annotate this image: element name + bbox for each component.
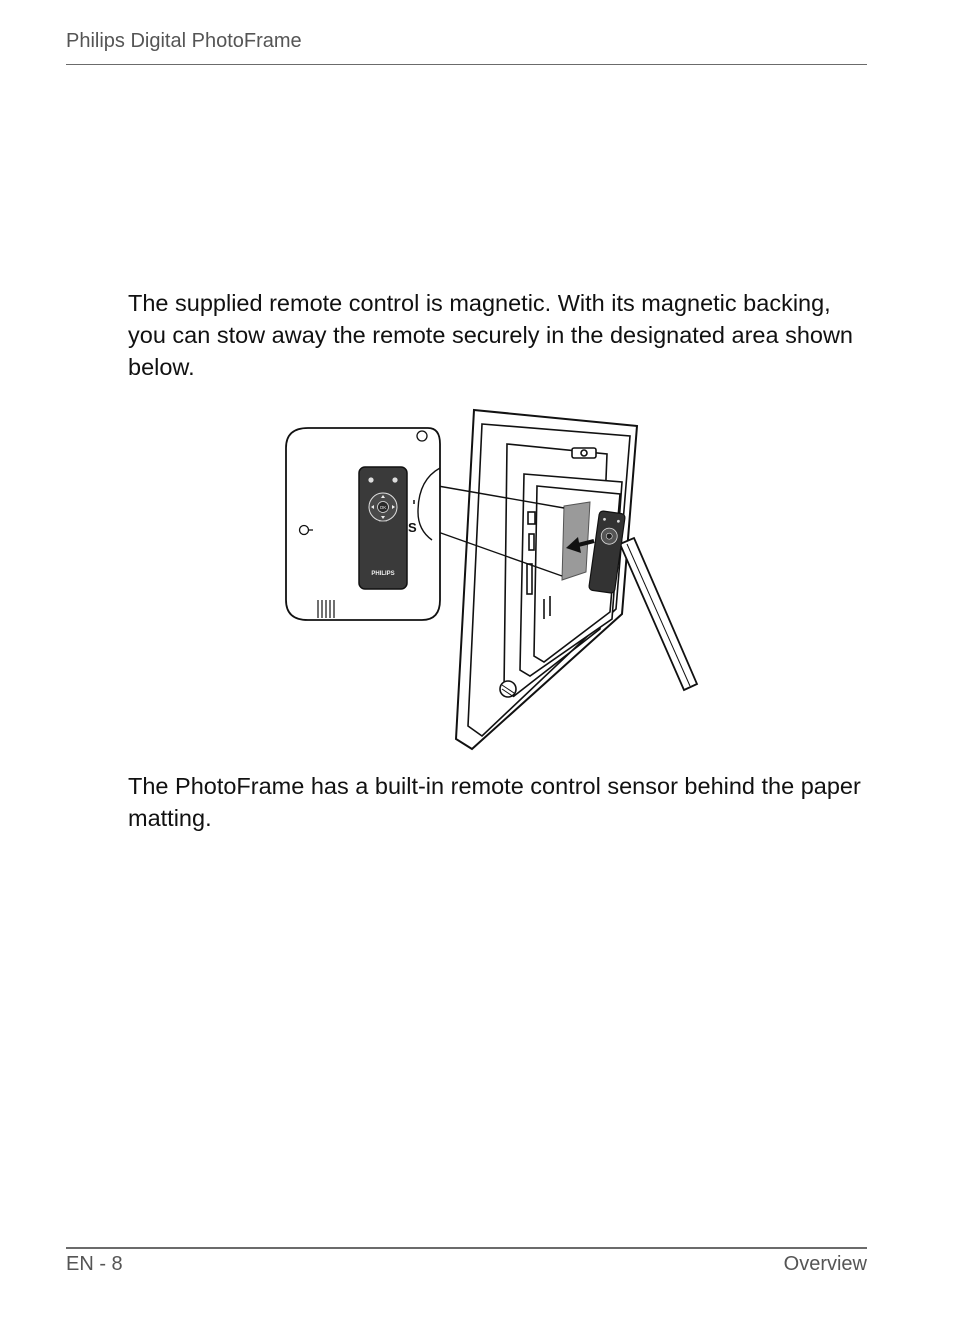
page-number: EN - 8 [66,1253,123,1275]
header-divider [66,64,867,65]
remote-brand-label: PHILIPS [371,571,395,577]
sensor-paragraph: The PhotoFrame has a built-in remote control sensor behind the paper matting. [128,773,861,831]
svg-text:OK: OK [379,505,387,510]
photoframe-drawing [456,410,697,749]
remote-stowage-illustration [282,404,702,754]
intro-paragraph: The supplied remote control is magnetic. With its magnetic backing, you can stow away the remote securely in the designated area shown below. [128,290,854,380]
section-name: Overview [783,1253,867,1275]
footer-divider [66,1247,867,1249]
running-header: Philips Digital PhotoFrame [66,30,302,52]
remote-in-inset [359,467,407,589]
svg-text:S: S [408,520,417,535]
